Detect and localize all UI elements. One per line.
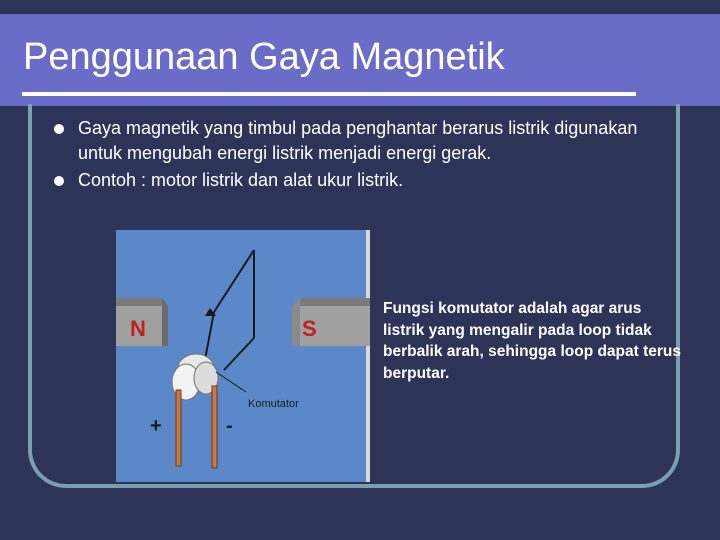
plus-sign: + — [150, 415, 162, 437]
diagram-edge — [366, 230, 370, 482]
south-magnet — [292, 298, 370, 346]
title-bar-corner — [690, 14, 720, 106]
minus-sign: - — [226, 415, 233, 437]
north-magnet — [116, 298, 168, 346]
brush-negative — [212, 386, 217, 468]
bullet-list — [52, 116, 652, 195]
bullet-item — [52, 116, 652, 166]
slide-title: Penggunaan Gaya Magnetik — [23, 36, 505, 78]
north-pole-label: N — [130, 316, 146, 341]
brush-positive — [176, 390, 181, 466]
commutator-note: Fungsi komutator adalah agar arus listrik yang mengalir pada loop tidak berbalik arah, sehingga loop dapat terus berputar. — [383, 300, 682, 382]
motor-diagram — [116, 230, 370, 482]
bullet-text: Contoh : motor listrik dan alat ukur listrik. — [78, 170, 404, 190]
bullet-dot-icon — [54, 124, 64, 134]
title-underline — [22, 92, 636, 96]
bullet-text: Gaya magnetik yang timbul pada penghantar berarus listrik digunakan untuk mengubah energi listrik menjadi energi gerak. — [78, 118, 638, 163]
bullet-item — [52, 168, 652, 193]
commutator-label: Komutator — [248, 398, 299, 410]
bullet-dot-icon — [54, 176, 64, 186]
south-pole-label: S — [302, 316, 317, 341]
